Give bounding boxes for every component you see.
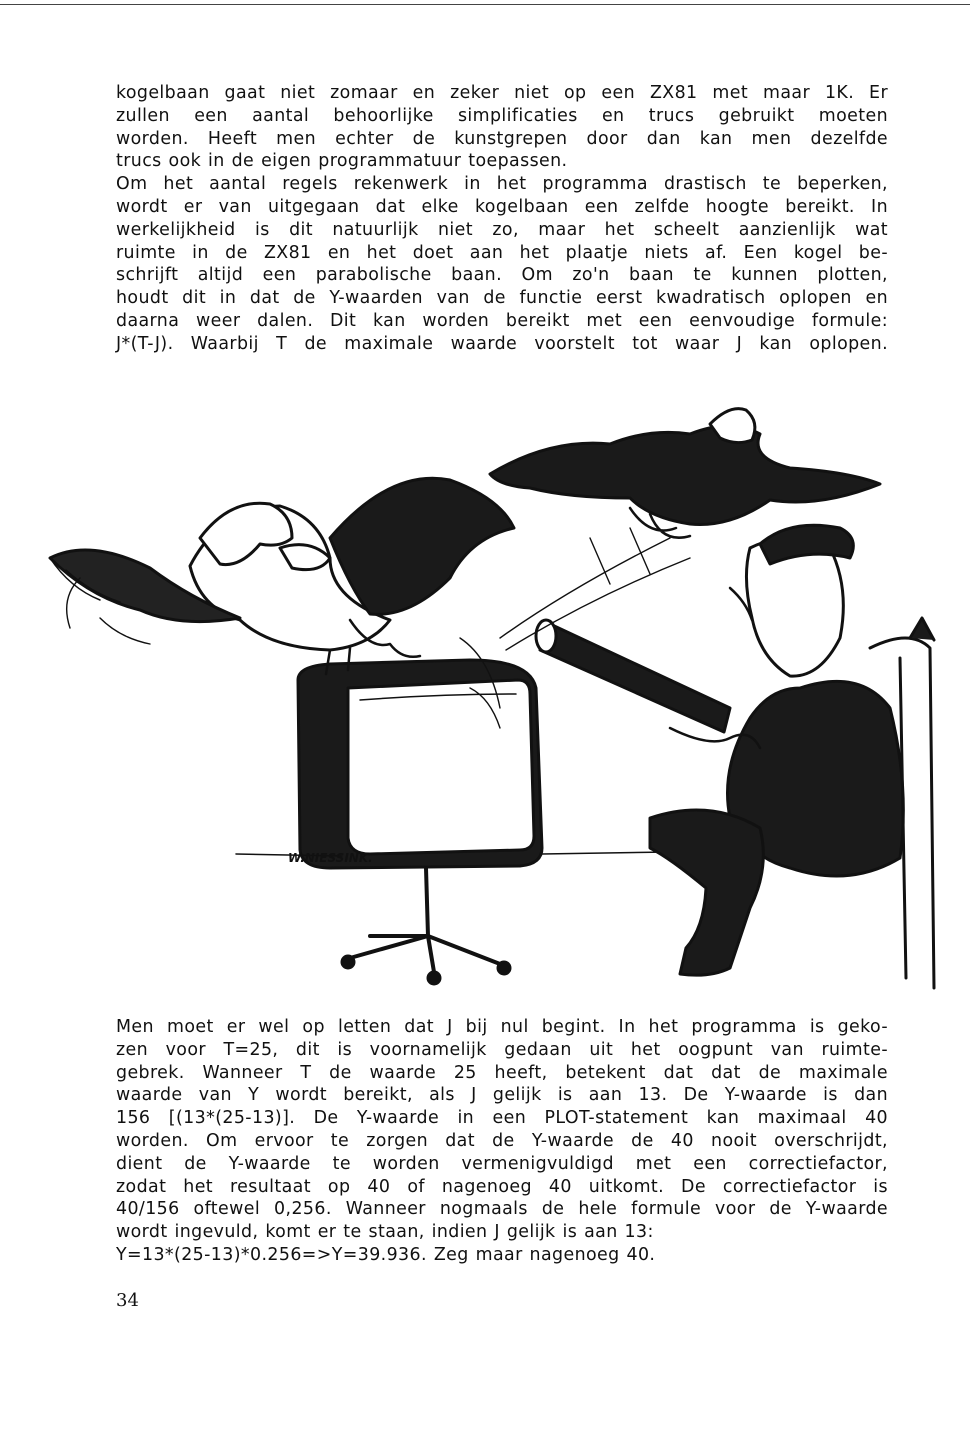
artist-signature: W.NIESSINK.	[288, 851, 373, 865]
text-line: zodat het resultaat op 40 of nagenoeg 40 uitkomt. De correctiefactor is	[116, 1176, 888, 1197]
text-line: Y=13*(25-13)*0.256=>Y=39.936. Zeg maar nagenoeg 40.	[116, 1244, 656, 1265]
text-line: wordt er van uitgegaan dat elke kogelbaan een zelfde hoogte bereikt. In	[116, 196, 888, 217]
body-paragraph-1	[116, 82, 888, 356]
television-icon	[236, 660, 670, 984]
text-line: worden. Om ervoor te zorgen dat de Y-waarde de 40 nooit overschrijdt,	[116, 1130, 888, 1151]
cartoon-illustration	[30, 388, 940, 1000]
text-line: 156 [(13*(25-13)]. De Y-waarde in een PLOT-statement kan maximaal 40	[116, 1108, 888, 1129]
text-line: zen voor T=25, dit is voornamelijk gedaan uit het oogpunt van ruimte-	[116, 1039, 888, 1060]
page-number: 34	[116, 1290, 139, 1311]
text-line: daarna weer dalen. Dit kan worden bereikt met een eenvoudige formule:	[116, 310, 888, 331]
text-line: waarde van Y wordt bereikt, als J gelijk is aan 13. De Y-waarde is dan	[116, 1085, 888, 1106]
text-line: gebrek. Wanneer T de waarde 25 heeft, betekent dat dat de maximale	[116, 1062, 888, 1083]
text-line: houdt dit in dat de Y-waarden van de functie eerst kwadratisch oplopen en	[116, 288, 888, 309]
text-line: Om het aantal regels rekenwerk in het programma drastisch te beperken,	[116, 174, 888, 195]
text-line: schrijft altijd een parabolische baan. Om zo'n baan te kunnen plotten,	[116, 265, 888, 286]
text-line: zullen een aantal behoorlijke simplificaties en trucs gebruikt moeten	[116, 105, 888, 126]
text-line: dient de Y-waarde te worden vermenigvuldigd met een correctiefactor,	[116, 1153, 888, 1174]
hunter-icon	[536, 525, 934, 988]
text-line: trucs ook in de eigen programmatuur toepassen.	[116, 151, 568, 172]
text-line: kogelbaan gaat niet zomaar en zeker niet op een ZX81 met maar 1K. Er	[116, 83, 888, 103]
scan-top-edge	[0, 4, 970, 5]
text-line: wordt ingevuld, komt er te staan, indien J gelijk is aan 13:	[116, 1222, 654, 1243]
text-line: 40/156 oftewel 0,256. Wanneer nogmaals de hele formule voor de Y-waarde	[116, 1199, 888, 1220]
eagle-right-icon	[490, 409, 880, 538]
text-line: ruimte in de ZX81 en het doet aan het plaatje niets af. Een kogel be-	[116, 242, 888, 263]
text-line: Men moet er wel op letten dat J bij nul begint. In het programma is geko-	[116, 1017, 888, 1037]
body-paragraph-2	[116, 1016, 888, 1267]
text-line: worden. Heeft men echter de kunstgrepen door dan kan men dezelfde	[116, 128, 888, 149]
text-line: werkelijkheid is dit natuurlijk niet zo, maar het scheelt aanzienlijk wat	[116, 219, 888, 240]
text-line: J*(T-J). Waarbij T de maximale waarde voorstelt tot waar J kan oplopen.	[116, 333, 888, 354]
eagle-left-icon	[50, 478, 514, 674]
